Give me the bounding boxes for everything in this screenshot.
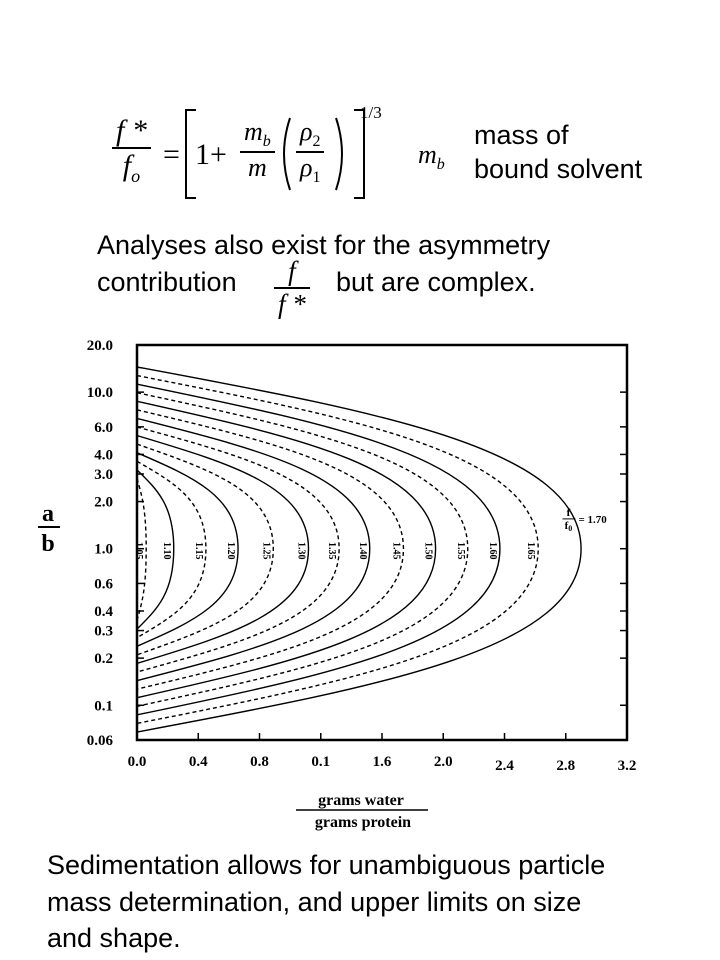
lhs-denominator: f <box>122 149 132 182</box>
lhs-numerator: f * <box>112 114 151 149</box>
rho2-num: ρ <box>300 117 313 146</box>
y-tick-label: 0.1 <box>94 698 113 715</box>
mb-num-sub: b <box>262 133 271 151</box>
curve-label-1.35: 1.35 <box>326 541 338 560</box>
mb-num: m <box>244 117 263 146</box>
mb-symbol-sub: b <box>436 156 445 174</box>
y-tick-label: 0.4 <box>94 604 113 621</box>
analysis-line1: Analyses also exist for the asymmetry <box>97 230 551 260</box>
x-tick-label: 2.4 <box>495 758 514 774</box>
mb-symbol <box>418 140 445 174</box>
rho1-sub: 1 <box>312 168 321 186</box>
y-tick-label: 0.6 <box>94 576 113 593</box>
ylabel-num: a <box>42 501 54 527</box>
analysis-line2-before: contribution <box>97 267 237 297</box>
m-den: m <box>248 152 267 182</box>
conclusion-line2: mass determination, and upper limits on size <box>47 887 582 917</box>
analysis-frac-den: f * <box>278 288 306 319</box>
y-tick-label: 4.0 <box>94 447 113 464</box>
left-paren-icon <box>284 118 290 190</box>
ylabel-den: b <box>41 531 55 557</box>
x-tick-label: 3.2 <box>617 758 637 774</box>
curve-label-1.65: 1.65 <box>525 541 537 560</box>
y-tick-label: 3.0 <box>94 466 113 483</box>
y-tick-label: 0.3 <box>94 623 113 640</box>
mb-over-m <box>240 117 275 183</box>
curve-label-1.45: 1.45 <box>390 541 402 560</box>
series-curve-1.60 <box>137 384 500 715</box>
right-bracket-icon <box>354 110 364 198</box>
curve-label-1.50: 1.50 <box>422 541 434 560</box>
y-tick-label: 2.0 <box>94 494 113 511</box>
x-tick-label: 1.6 <box>372 754 392 770</box>
y-tick-label: 0.2 <box>94 651 113 668</box>
rho-ratio <box>296 117 324 187</box>
analysis-frac-num: f <box>274 257 310 289</box>
y-tick-label: 10.0 <box>86 385 113 402</box>
annotation-value: = 1.70 <box>578 513 607 526</box>
y-tick-label: 1.0 <box>94 541 113 558</box>
x-tick-label: 0.0 <box>127 754 147 770</box>
y-axis-label <box>38 501 60 557</box>
annotation-group <box>562 507 607 533</box>
y-tick-label: 6.0 <box>94 419 113 436</box>
curve-label-1.60: 1.60 <box>486 541 498 560</box>
annotation-den <box>565 520 573 533</box>
x-axis-label <box>296 792 428 831</box>
curve-label-1.05: 1.05 <box>133 541 145 560</box>
equals-sign: = <box>163 138 180 171</box>
curve-label-1.55: 1.55 <box>454 541 466 560</box>
series-curve-1.25 <box>137 444 273 655</box>
xlabel-num: grams water <box>318 792 404 809</box>
analysis-fraction <box>274 256 310 320</box>
conclusion-line3: and shape. <box>47 923 181 953</box>
rho2-sub: 2 <box>312 133 321 151</box>
xlabel-den: grams protein <box>314 814 412 831</box>
lhs-fraction <box>112 114 151 187</box>
x-tick-label: 2.0 <box>433 754 453 770</box>
x-tick-label: 0.8 <box>250 754 269 770</box>
mb-symbol-letter: m <box>418 140 437 169</box>
curve-label-1.10: 1.10 <box>160 541 172 560</box>
annotation-den-f: f <box>564 519 569 532</box>
annotation-num: f <box>566 506 571 519</box>
rho1-den: ρ <box>300 152 313 182</box>
analysis-line2-after: but are complex. <box>336 267 536 297</box>
curve-label-1.30: 1.30 <box>295 541 307 560</box>
one-plus: 1+ <box>195 138 227 171</box>
lhs-denominator-sub: o <box>131 166 141 186</box>
series-curve-1.20 <box>137 453 238 647</box>
x-tick-label: 0.4 <box>188 754 208 770</box>
curve-label-1.40: 1.40 <box>356 541 368 560</box>
curve-label-1.20: 1.20 <box>225 541 237 560</box>
exponent: 1/3 <box>360 103 382 122</box>
y-tick-label: 20.0 <box>86 338 113 354</box>
curve-label-1.15: 1.15 <box>192 541 204 560</box>
conclusion-line1: Sedimentation allows for unambiguous particle <box>47 850 606 880</box>
mb-desc-line2: bound solvent <box>474 154 643 184</box>
friction-ratio-chart <box>0 325 720 845</box>
x-tick-label: 0.1 <box>311 754 331 770</box>
x-tick-label: 2.8 <box>556 758 576 774</box>
annotation-den-sub: 0 <box>568 523 573 533</box>
curve-label-1.25: 1.25 <box>260 541 272 560</box>
mb-description <box>474 118 642 186</box>
curve-label-layer <box>133 542 536 560</box>
y-tick-label: 0.06 <box>86 733 113 749</box>
right-paren-icon <box>336 118 342 190</box>
mb-desc-line1: mass of <box>474 120 569 150</box>
